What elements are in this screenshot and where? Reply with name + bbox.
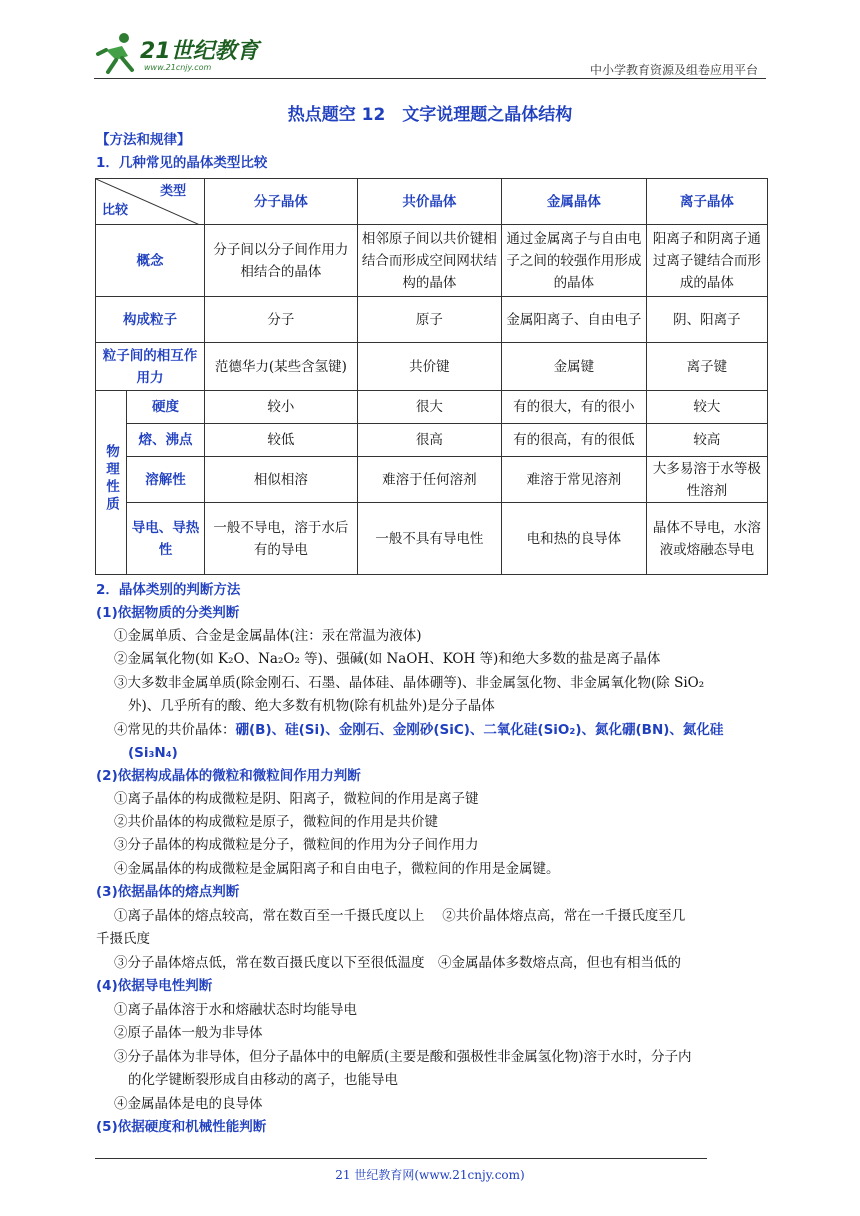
text-line: ③分子晶体为非导体，但分子晶体中的电解质(主要是酸和强极性非金属氢化物)溶于水时，分子内 xyxy=(114,1049,692,1065)
corner-bottom-label: 比较 xyxy=(102,203,129,218)
table-cell: 金属键 xyxy=(502,343,647,391)
text-line: (Si₃N₄) xyxy=(128,745,178,761)
col-header: 离子晶体 xyxy=(646,179,767,225)
table-row xyxy=(96,457,768,503)
table-cell: 晶体不导电，水溶液或熔融态导电 xyxy=(646,503,767,575)
row-label: 硬度 xyxy=(127,391,205,424)
table-cell: 阴、阳离子 xyxy=(646,297,767,343)
text-line: ③大多数非金属单质(除金刚石、石墨、晶体硅、晶体硼等)、非金属氢化物、非金属氧化物(除 SiO₂ xyxy=(114,675,705,691)
table-cell: 一般不具有导电性 xyxy=(357,503,501,575)
table-cell: 相似相溶 xyxy=(205,457,358,503)
table-row xyxy=(96,503,768,575)
table-cell: 较大 xyxy=(646,391,767,424)
subsection-4-heading: (4)依据导电性判断 xyxy=(96,978,213,994)
table-cell: 有的很高，有的很低 xyxy=(502,424,647,457)
col-header: 分子晶体 xyxy=(205,179,358,225)
col-header: 共价晶体 xyxy=(357,179,501,225)
table-header-row xyxy=(96,179,768,225)
subsection-2-heading: (2)依据构成晶体的微粒和微粒间作用力判断 xyxy=(96,768,361,784)
table-cell: 较高 xyxy=(646,424,767,457)
row-label: 熔、沸点 xyxy=(127,424,205,457)
table-row xyxy=(96,297,768,343)
table-cell: 阳离子和阴离子通过离子键结合而形成的晶体 xyxy=(646,225,767,297)
runner-logo-icon xyxy=(94,30,140,76)
phys-group-label: 物理性质 xyxy=(96,391,127,575)
text-line: ②共价晶体的构成微粒是原子，微粒间的作用是共价键 xyxy=(114,814,438,830)
table-cell: 有的很大，有的很小 xyxy=(502,391,647,424)
table-corner-cell xyxy=(96,179,205,225)
text-line: 的化学键断裂形成自由移动的离子，也能导电 xyxy=(128,1072,398,1088)
page-footer: 21 世纪教育网(www.21cnjy.com) xyxy=(335,1168,525,1182)
table-cell: 离子键 xyxy=(646,343,767,391)
page-header xyxy=(94,28,766,79)
text-line: 千摄氏度 xyxy=(96,931,150,947)
text-line: ④常见的共价晶体：硼(B)、硅(Si)、金刚石、金刚砂(SiC)、二氧化硅(SiO₂)、氮化硼(BN)、氮化硅 xyxy=(114,722,724,738)
text-line: ③分子晶体熔点低，常在数百摄氏度以下至很低温度 ④金属晶体多数熔点高，但也有相当低的 xyxy=(114,955,681,971)
text-line: ④金属晶体是电的良导体 xyxy=(114,1096,263,1112)
table-cell: 很大 xyxy=(357,391,501,424)
table-cell: 分子间以分子间作用力相结合的晶体 xyxy=(205,225,358,297)
col-header: 金属晶体 xyxy=(502,179,647,225)
table-cell: 电和热的良导体 xyxy=(502,503,647,575)
platform-name: 中小学教育资源及组卷应用平台 xyxy=(589,63,758,77)
subsection-3-heading: (3)依据晶体的熔点判断 xyxy=(96,884,240,900)
page-title: 热点题空 12 文字说理题之晶体结构 xyxy=(287,105,573,125)
table-cell: 相邻原子间以共价键相结合而形成空间网状结构的晶体 xyxy=(357,225,501,297)
table-cell: 通过金属离子与自由电子之间的较强作用形成的晶体 xyxy=(502,225,647,297)
row-label: 粒子间的相互作用力 xyxy=(96,343,205,391)
section-method: 【方法和规律】 xyxy=(96,132,191,148)
section-2-heading: 2．晶体类别的判断方法 xyxy=(96,582,241,598)
text-line: ②金属氧化物(如 K₂O、Na₂O₂ 等)、强碱(如 NaOH、KOH 等)和绝大多数的盐是离子晶体 xyxy=(114,651,661,667)
text-line: ①金属单质、合金是金属晶体(注：汞在常温为液体) xyxy=(114,628,422,644)
table-row xyxy=(96,225,768,297)
crystal-comparison-table xyxy=(95,178,768,575)
table-row xyxy=(96,424,768,457)
table-cell: 金属阳离子、自由电子 xyxy=(502,297,647,343)
row-label: 概念 xyxy=(96,225,205,297)
logo-url: www.21cnjy.com xyxy=(144,63,212,72)
subsection-5-heading: (5)依据硬度和机械性能判断 xyxy=(96,1119,267,1135)
text-line: ②原子晶体一般为非导体 xyxy=(114,1025,263,1041)
subsection-1-heading: (1)依据物质的分类判断 xyxy=(96,605,240,621)
table-row xyxy=(96,391,768,424)
text-line: ①离子晶体的熔点较高，常在数百至一千摄氏度以上 ②共价晶体熔点高，常在一千摄氏度至几 xyxy=(114,908,686,924)
table-cell: 范德华力(某些含氢键) xyxy=(205,343,358,391)
corner-top-label: 类型 xyxy=(160,184,187,199)
table-cell: 分子 xyxy=(205,297,358,343)
text-line: ①离子晶体溶于水和熔融状态时均能导电 xyxy=(114,1002,357,1018)
table-cell: 难溶于常见溶剂 xyxy=(502,457,647,503)
table-cell: 较低 xyxy=(205,424,358,457)
logo xyxy=(94,28,264,78)
logo-text: 21世纪教育 xyxy=(140,39,259,64)
table-cell: 共价键 xyxy=(357,343,501,391)
table-cell: 大多易溶于水等极性溶剂 xyxy=(646,457,767,503)
table-cell: 难溶于任何溶剂 xyxy=(357,457,501,503)
row-label: 构成粒子 xyxy=(96,297,205,343)
table-cell: 原子 xyxy=(357,297,501,343)
row-label: 溶解性 xyxy=(127,457,205,503)
footer-divider xyxy=(95,1158,707,1159)
text-line: ④金属晶体的构成微粒是金属阳离子和自由电子，微粒间的作用是金属键。 xyxy=(114,861,560,877)
text-line: ①离子晶体的构成微粒是阴、阳离子，微粒间的作用是离子键 xyxy=(114,791,479,807)
text-line: 外)、几乎所有的酸、绝大多数有机物(除有机盐外)是分子晶体 xyxy=(128,698,495,714)
section-1-heading: 1．几种常见的晶体类型比较 xyxy=(96,155,268,171)
table-cell: 一般不导电，溶于水后有的导电 xyxy=(205,503,358,575)
table-row xyxy=(96,343,768,391)
table-cell: 较小 xyxy=(205,391,358,424)
text-line: ③分子晶体的构成微粒是分子，微粒间的作用为分子间作用力 xyxy=(114,837,479,853)
table-cell: 很高 xyxy=(357,424,501,457)
row-label: 导电、导热性 xyxy=(127,503,205,575)
